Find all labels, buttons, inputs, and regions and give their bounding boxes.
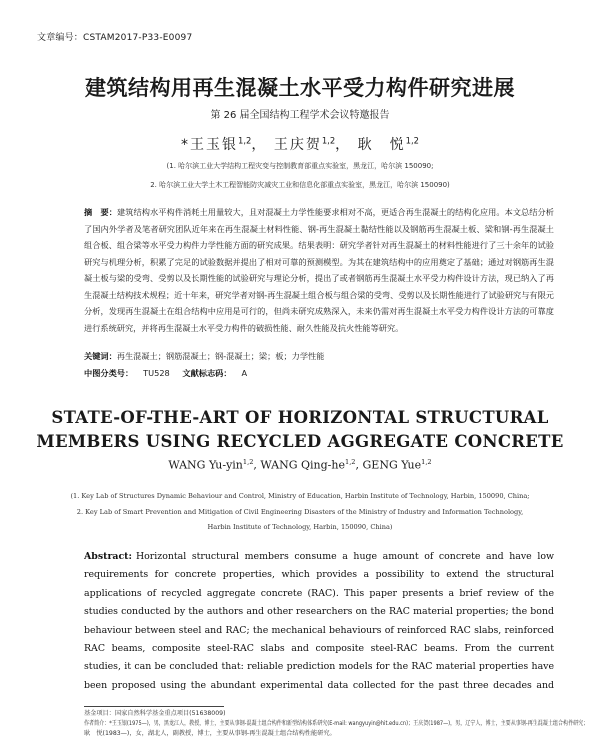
chinese-abstract: [84, 204, 554, 354]
footnote-author-bio: 作者简介：*王玉银(1975—)，男，黑龙江人，教授，博士，主要从事钢-混凝土组合构件和新型结构体系研究(E-mail: wangyuyin@hit.edu.cn)；王庆贺(1987—)，男，辽宁人，博士，主要从事钢-再生混凝土组合构件研究；: [84, 720, 589, 727]
chinese-affiliation: 2. 哈尔滨工业大学土木工程智能防灾减灾工业和信息化部重点实验室，黑龙江，哈尔滨 150090): [150, 181, 450, 189]
doc-code-value: A: [241, 368, 248, 378]
english-affiliation: Harbin Institute of Technology, Harbin, 150090, China): [207, 523, 393, 531]
author-name: 耿 悦: [357, 137, 406, 153]
chinese-affiliation: (1. 哈尔滨工业大学结构工程灾变与控制教育部重点实验室，黑龙江，哈尔滨 150090;: [166, 162, 434, 170]
chinese-keywords-text: 再生混凝土；钢筋混凝土；钢-混凝土；梁；板；力学性能: [116, 351, 325, 361]
author-name: GENG Yue: [362, 458, 422, 472]
author-name: WANG Qing-he: [260, 458, 345, 472]
chinese-keywords-label: 关键词：: [84, 351, 117, 361]
english-abstract-label: Abstract:: [84, 551, 132, 562]
english-title-line: MEMBERS USING RECYCLED AGGREGATE CONCRETE: [36, 432, 564, 451]
footnote-divider: [84, 706, 224, 707]
chinese-author-list: *王玉银$^{1,2}$， 王庆贺$^{1,2}$， 耿 悦$^{1,2}$: [181, 135, 419, 153]
chinese-title: 建筑结构用再生混凝土水平受力构件研究进展: [85, 76, 515, 100]
chinese-abstract-text: 建筑结构水平构件消耗土用量较大，且对混凝土力学性能要求相对不高，更适合再生混凝土的结构化应用。本文总结分析了国内外学者及笔者研究团队近年来在再生混凝土材料性能、钢-再生混凝土黏结性能以及钢筋再生混凝土板、梁和钢-再生混凝土组合板、组合梁等水平受力构件力学性能方面的研究成果。结果表明：研究学者针对再生混凝土的材料性能进行了三十余年的试验研究与机理分析，积累了完足的试验数据并提出了相对可靠的预测模型。为其在建筑结构中的应用奠定了基础；通过对钢筋再生混凝土板与梁的受弯、受剪以及长期性能的试验研究与理论分析，提出了或者钢筋再生混凝土水平受力构件设计方法，现已纳入了再生混凝土结构技术规程；近十年来，研究学者对钢-再生混凝土组合板与组合梁的受弯、受剪以及长期性能进行了试验研究与有限元分析，发现再生混凝土在组合结构中应用是可行的，但尚未研究成熟深入，未来仍需对再生混凝土水平受力构件设计方法的可靠度进行系统研究，并将再生混凝土水平受力构件的破损性能、耐久性能及抗火性能等研究。: [84, 207, 554, 333]
author-affiliation-mark: 1,2: [321, 135, 336, 146]
chinese-abstract-label: 摘 要：: [84, 207, 117, 217]
author-affiliation-mark: 1,2: [238, 135, 252, 146]
author-name: *王玉银: [181, 137, 239, 153]
english-author-list: WANG Yu-yin$^{1,2}$, WANG Qing-he$^{1,2}$, GENG Yue$^{1,2}$: [168, 458, 432, 472]
article-number: 文章编号：CSTAM2017-P33-E0097: [37, 33, 193, 43]
classification-line: [84, 365, 554, 382]
author-affiliation-mark: 1,2: [421, 458, 432, 466]
author-affiliation-mark: 1,2: [242, 458, 254, 466]
english-affiliation: (1. Key Lab of Structures Dynamic Behaviour and Control, Ministry of Education, Harbin Institute of Technology, Harbin, 150090, China;: [70, 492, 530, 500]
author-name: WANG Yu-yin: [168, 458, 243, 472]
english-affiliation: 2. Key Lab of Smart Prevention and Mitigation of Civil Engineering Disasters of the Ministry of Industry and Information Technology,: [76, 508, 524, 516]
author-affiliation-mark: 1,2: [405, 135, 419, 146]
chinese-keywords: [84, 348, 554, 365]
footnote-funding: 基金项目：国家自然科学基金重点项目(51638009): [84, 710, 226, 717]
footnote-author-bio: 耿 悦(1983—)，女，湖北人，副教授，博士，主要从事钢-再生混凝土组合结构性能研究。: [84, 730, 336, 737]
author-name: 王庆贺: [273, 137, 322, 153]
english-abstract: [84, 548, 554, 694]
english-abstract-text: Horizontal structural members consume a huge amount of concrete and have low requirements for concrete properties, which provides a possibility to extend the structural applications of recycled aggregate concrete (RAC). This paper presents a brief review of the studies conducted by the authors and other researchers on the RAC material properties; the bond behaviour between steel and RAC; the mechanical behaviours of reinforced RAC slabs, reinforced RAC beams, composite steel-RAC slabs and composite steel-RAC beams. From the current studies, it can be concluded that: reliable prediction models for the RAC material properties have been proposed using the abundant experimental data collected for the past three decades and: [84, 551, 554, 691]
author-affiliation-mark: 1,2: [345, 458, 356, 466]
clc-label: 中图分类号：: [84, 368, 134, 378]
doc-code-label: 文献标志码：: [182, 368, 232, 378]
english-title-line: STATE-OF-THE-ART OF HORIZONTAL STRUCTURAL: [51, 408, 549, 427]
clc-value: TU528: [143, 368, 170, 378]
english-title: [0, 406, 600, 454]
chinese-subtitle: 第 26 届全国结构工程学术会议特邀报告: [210, 110, 390, 121]
